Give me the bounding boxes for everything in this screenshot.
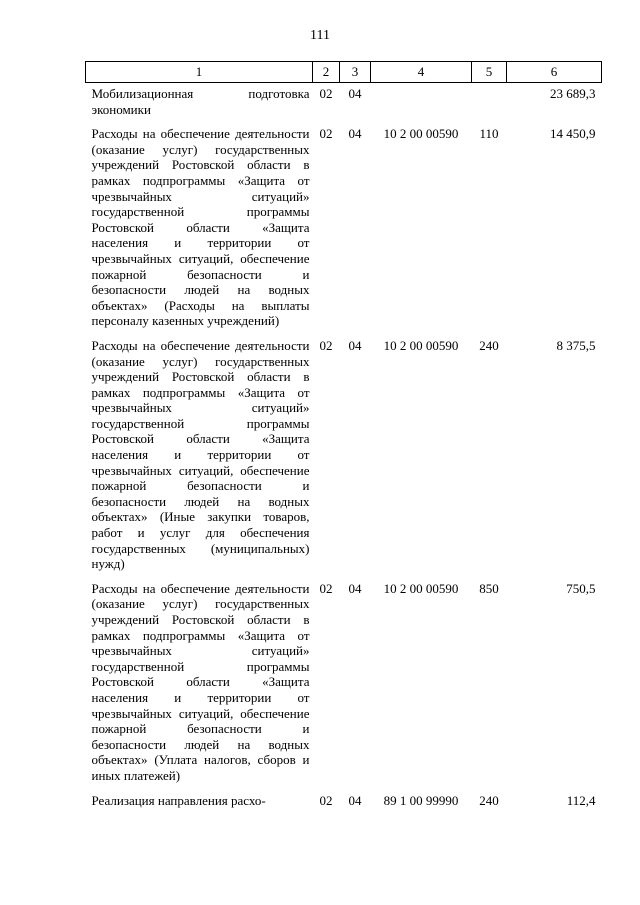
row-name: Расходы на обеспечение деятельности (оказание услуг) государственных учреждений Ростовской области в рамках подпрограммы «Защита от чрезвычайных ситуаций» государственной программы Ростовской области «Защита населения и территории от чрезвычайных ситуаций, обеспечение пожарной безопасности и безопасности людей на водных объектах» (Иные закупки товаров, работ и услуг для обеспечения государственных (муниципальных) нужд): [91, 337, 310, 572]
header-row: [86, 62, 602, 83]
row-target: 10 2 00 00590: [383, 337, 459, 353]
row-name: Мобилизационная подготовка экономики: [91, 86, 310, 117]
row-name: Расходы на обеспечение деятельности (оказание услуг) государственных учреждений Ростовской области в рамках подпрограммы «Защита от чрезвычайных ситуаций» государственной программы Ростовской области «Защита населения и территории от чрезвычайных ситуаций, обеспечение пожарной безопасности и безопасности людей на водных объектах» (Расходы на выплаты персоналу казенных учреждений): [91, 126, 310, 329]
row-type: 240: [479, 337, 499, 353]
row-section: 02: [319, 337, 333, 353]
header-col-6: 6: [507, 62, 602, 83]
row-subsection: 04: [348, 126, 362, 142]
row-section: 02: [319, 126, 333, 142]
table-row: [86, 578, 602, 790]
row-section: 02: [319, 86, 333, 101]
row-target: 89 1 00 99990: [383, 792, 459, 808]
row-type: [472, 83, 507, 124]
row-amount: 750,5: [566, 580, 596, 596]
table-row: [86, 790, 602, 809]
row-amount: 14 450,9: [550, 126, 596, 142]
header-col-3: 3: [340, 62, 371, 83]
row-amount: 8 375,5: [556, 337, 596, 353]
row-amount: 112,4: [566, 792, 596, 808]
header-col-4: 4: [371, 62, 472, 83]
row-subsection: 04: [348, 580, 362, 596]
row-type: 850: [479, 580, 499, 596]
row-name: Расходы на обеспечение деятельности (оказание услуг) государственных учреждений Ростовской области в рамках подпрограммы «Защита от чрезвычайных ситуаций» государственной программы Ростовской области «Защита населения и территории от чрезвычайных ситуаций, обеспечение пожарной безопасности и безопасности людей на водных объектах» (Уплата налогов, сборов и иных платежей): [91, 580, 310, 783]
table-row: [86, 335, 602, 578]
row-subsection: 04: [348, 792, 362, 808]
row-amount: 23 689,3: [550, 86, 596, 101]
budget-table: [85, 61, 602, 808]
row-target: [371, 83, 472, 124]
header-col-1: 1: [86, 62, 313, 83]
page-number: 111: [310, 28, 330, 43]
header-col-2: 2: [313, 62, 340, 83]
row-section: 02: [319, 580, 333, 596]
row-section: 02: [319, 792, 333, 808]
table-row: [86, 123, 602, 335]
row-target: 10 2 00 00590: [383, 580, 459, 596]
table-row: [86, 83, 602, 124]
table-header: [86, 62, 602, 83]
row-subsection: 04: [348, 86, 362, 101]
row-name: Реализация направления расхо-: [91, 792, 266, 808]
header-col-5: 5: [472, 62, 507, 83]
row-type: 240: [479, 792, 499, 808]
row-target: 10 2 00 00590: [383, 126, 459, 142]
row-type: 110: [479, 126, 499, 142]
row-subsection: 04: [348, 337, 362, 353]
